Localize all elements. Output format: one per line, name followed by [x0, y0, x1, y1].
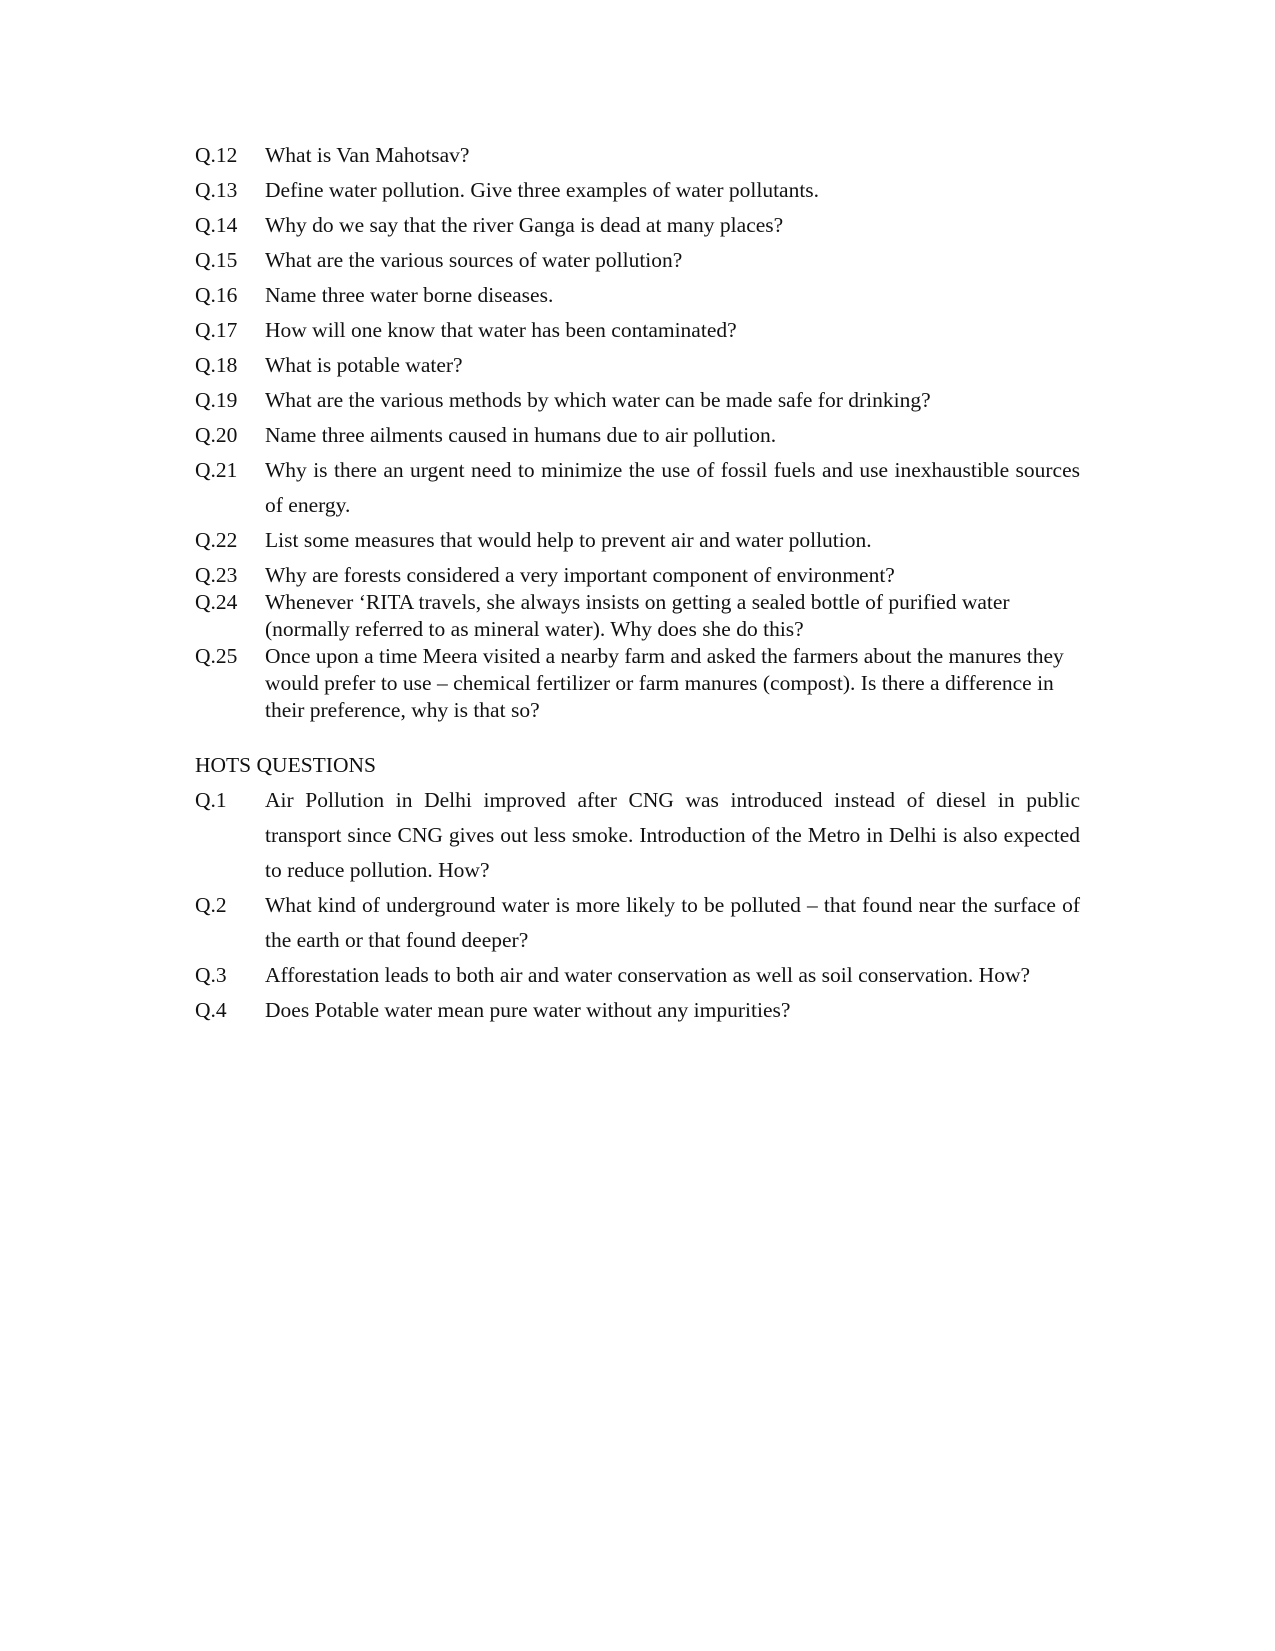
question-number: Q.12: [195, 143, 238, 167]
question-item: [195, 523, 1080, 558]
question-number: Q.17: [195, 318, 238, 342]
question-item: [195, 589, 1080, 643]
question-number: Q.15: [195, 248, 238, 272]
question-number: Q.24: [195, 590, 238, 614]
hots-question-item: [195, 783, 1080, 888]
question-text: Why is there an urgent need to minimize the use of fossil fuels and use inexhaustible sources of energy.: [265, 458, 1080, 517]
question-text: Air Pollution in Delhi improved after CNG was introduced instead of diesel in public transport since CNG gives out less smoke. Introduction of the Metro in Delhi is also expected to reduce pollution. How?: [265, 788, 1080, 882]
question-number: Q.19: [195, 388, 238, 412]
question-text: Define water pollution. Give three examples of water pollutants.: [265, 178, 820, 202]
question-number: Q.4: [195, 998, 227, 1022]
question-item: [195, 313, 1080, 348]
question-number: Q.14: [195, 213, 238, 237]
question-item: [195, 208, 1080, 243]
hots-question-item: [195, 993, 1080, 1028]
question-number: Q.13: [195, 178, 238, 202]
question-text: What is potable water?: [265, 353, 463, 377]
question-text: Why do we say that the river Ganga is dead at many places?: [265, 213, 784, 237]
question-number: Q.2: [195, 893, 227, 917]
hots-heading: HOTS QUESTIONS: [195, 753, 376, 777]
question-text: Name three water borne diseases.: [265, 283, 554, 307]
question-text: What is Van Mahotsav?: [265, 143, 470, 167]
question-item: [195, 173, 1080, 208]
question-item: [195, 453, 1080, 523]
question-number: Q.3: [195, 963, 227, 987]
question-text: Once upon a time Meera visited a nearby farm and asked the farmers about the manures they would prefer to use – chemical fertilizer or farm manures (compost). Is there a difference in their preference, why is that so?: [265, 644, 1064, 722]
question-number: Q.25: [195, 644, 238, 668]
question-number: Q.21: [195, 458, 238, 482]
question-text: Whenever ‘RITA travels, she always insists on getting a sealed bottle of purified water (normally referred to as mineral water). Why does she do this?: [265, 590, 1010, 641]
question-text: Afforestation leads to both air and water conservation as well as soil conservation. How?: [265, 963, 1031, 987]
hots-question-item: [195, 888, 1080, 958]
document-page: [195, 138, 1080, 1028]
question-text: Why are forests considered a very important component of environment?: [265, 563, 895, 587]
question-number: Q.1: [195, 788, 227, 812]
question-text: What are the various methods by which water can be made safe for drinking?: [265, 388, 931, 412]
question-text: List some measures that would help to prevent air and water pollution.: [265, 528, 872, 552]
question-item: [195, 643, 1080, 724]
question-item: [195, 562, 1080, 589]
question-number: Q.16: [195, 283, 238, 307]
hots-question-item: [195, 958, 1080, 993]
question-text: What kind of underground water is more likely to be polluted – that found near the surface of the earth or that found deeper?: [265, 893, 1080, 952]
question-item: [195, 243, 1080, 278]
question-text: What are the various sources of water pollution?: [265, 248, 683, 272]
question-item: [195, 348, 1080, 383]
question-number: Q.23: [195, 563, 238, 587]
question-number: Q.20: [195, 423, 238, 447]
question-item: [195, 383, 1080, 418]
question-number: Q.22: [195, 528, 238, 552]
question-item: [195, 138, 1080, 173]
question-text: Name three ailments caused in humans due to air pollution.: [265, 423, 777, 447]
question-text: How will one know that water has been contaminated?: [265, 318, 737, 342]
question-item: [195, 278, 1080, 313]
question-item: [195, 418, 1080, 453]
question-text: Does Potable water mean pure water without any impurities?: [265, 998, 791, 1022]
question-number: Q.18: [195, 353, 238, 377]
